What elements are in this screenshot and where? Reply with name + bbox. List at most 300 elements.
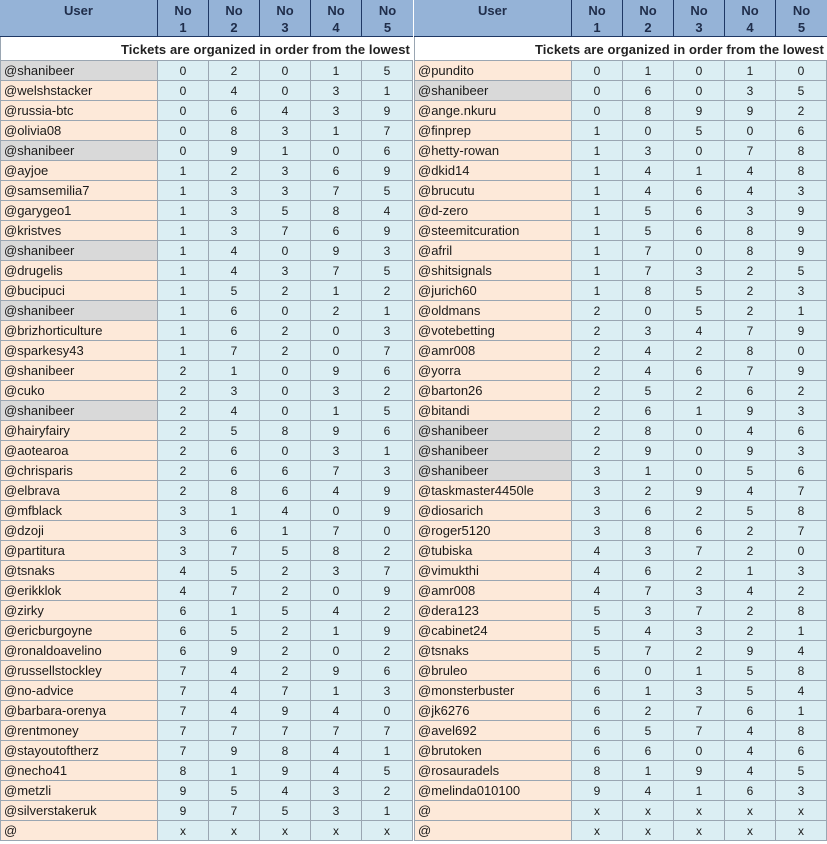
number-cell: 7 <box>362 121 413 140</box>
user-cell: @brizhorticulture <box>0 321 158 340</box>
user-cell: @afril <box>414 241 572 260</box>
number-cell: x <box>311 821 362 840</box>
user-cell: @ericburgoyne <box>0 621 158 640</box>
table-row <box>0 181 413 201</box>
number-cell: 6 <box>623 81 674 100</box>
user-cell: @ange.nkuru <box>414 101 572 120</box>
number-cell: 9 <box>311 361 362 380</box>
number-cell: 6 <box>725 381 776 400</box>
number-cell: 3 <box>158 521 209 540</box>
number-cell: 0 <box>776 61 827 80</box>
number-cell: 1 <box>623 761 674 780</box>
sort-note: Tickets are organized in order from the lowest <box>414 37 827 61</box>
table-row <box>414 461 827 481</box>
number-cell: 6 <box>572 741 623 760</box>
number-cell: 1 <box>311 281 362 300</box>
number-cell: 4 <box>725 581 776 600</box>
number-cell: 1 <box>209 361 260 380</box>
number-cell: 8 <box>209 121 260 140</box>
table-body <box>0 61 413 841</box>
number-cell: x <box>209 821 260 840</box>
table-row <box>0 821 413 841</box>
table-row <box>0 201 413 221</box>
number-cell: 3 <box>260 261 311 280</box>
number-cell: 3 <box>260 181 311 200</box>
number-cell: 3 <box>776 401 827 420</box>
number-cell: 5 <box>362 401 413 420</box>
number-cell: 3 <box>623 541 674 560</box>
table-row <box>414 721 827 741</box>
number-cell: 0 <box>674 241 725 260</box>
number-cell: 2 <box>260 621 311 640</box>
user-cell: @oldmans <box>414 301 572 320</box>
table-row <box>0 61 413 81</box>
number-cell: 2 <box>260 321 311 340</box>
number-cell: 6 <box>158 621 209 640</box>
number-cell: 3 <box>674 581 725 600</box>
number-cell: 0 <box>260 441 311 460</box>
number-cell: 2 <box>674 381 725 400</box>
user-cell: @amr008 <box>414 581 572 600</box>
table-row <box>414 421 827 441</box>
user-cell: @hairyfairy <box>0 421 158 440</box>
number-cell: 6 <box>572 701 623 720</box>
number-cell: 5 <box>725 461 776 480</box>
number-cell: 2 <box>572 341 623 360</box>
column-header-no4 <box>311 0 362 36</box>
number-cell: 3 <box>209 221 260 240</box>
table-header <box>414 0 827 37</box>
table-row <box>0 541 413 561</box>
number-cell: 9 <box>776 241 827 260</box>
number-cell: 2 <box>362 381 413 400</box>
column-header-no-label: No <box>225 3 243 18</box>
table-row <box>0 701 413 721</box>
number-cell: 7 <box>776 521 827 540</box>
user-cell: @cuko <box>0 381 158 400</box>
number-cell: 3 <box>674 621 725 640</box>
number-cell: 8 <box>776 601 827 620</box>
table-row <box>414 341 827 361</box>
user-cell: @ <box>0 821 158 840</box>
column-header-no-label: No <box>792 3 811 18</box>
number-cell: 3 <box>362 461 413 480</box>
number-cell: 7 <box>209 801 260 820</box>
sort-note: Tickets are organized in order from the lowest <box>0 37 413 61</box>
user-cell: @kristves <box>0 221 158 240</box>
number-cell: 5 <box>260 541 311 560</box>
number-cell: 0 <box>776 541 827 560</box>
number-cell: 2 <box>158 361 209 380</box>
number-cell: 1 <box>572 141 623 160</box>
number-cell: 8 <box>776 161 827 180</box>
number-cell: 0 <box>776 341 827 360</box>
column-header-no5 <box>776 0 827 36</box>
number-cell: 2 <box>572 441 623 460</box>
column-header-no-label: No <box>639 3 657 18</box>
number-cell: 5 <box>362 261 413 280</box>
column-header-no-index: 5 <box>383 20 392 35</box>
number-cell: 0 <box>362 521 413 540</box>
number-cell: 1 <box>362 801 413 820</box>
number-cell: 3 <box>311 801 362 820</box>
user-cell: @bitandi <box>414 401 572 420</box>
number-cell: 7 <box>362 561 413 580</box>
table-row <box>0 621 413 641</box>
number-cell: 1 <box>572 201 623 220</box>
number-cell: x <box>776 801 827 820</box>
number-cell: 6 <box>260 481 311 500</box>
table-row <box>414 321 827 341</box>
number-cell: 1 <box>362 441 413 460</box>
number-cell: 1 <box>158 321 209 340</box>
table-row <box>414 521 827 541</box>
number-cell: 2 <box>623 701 674 720</box>
number-cell: x <box>572 821 623 840</box>
number-cell: 6 <box>623 741 674 760</box>
number-cell: 4 <box>623 181 674 200</box>
number-cell: 0 <box>674 81 725 100</box>
user-cell: @elbrava <box>0 481 158 500</box>
number-cell: 1 <box>209 761 260 780</box>
column-header-no-index: 4 <box>746 20 754 35</box>
table-row <box>0 241 413 261</box>
table-row <box>0 281 413 301</box>
table-row <box>0 661 413 681</box>
number-cell: 9 <box>158 801 209 820</box>
number-cell: 0 <box>572 81 623 100</box>
number-cell: 5 <box>725 501 776 520</box>
number-cell: 5 <box>674 301 725 320</box>
number-cell: 9 <box>311 241 362 260</box>
table-row <box>0 561 413 581</box>
number-cell: 6 <box>209 441 260 460</box>
number-cell: 7 <box>311 261 362 280</box>
user-cell: @vimukthi <box>414 561 572 580</box>
user-cell: @roger5120 <box>414 521 572 540</box>
number-cell: 5 <box>572 621 623 640</box>
user-cell: @welshstacker <box>0 81 158 100</box>
user-cell: @steemitcuration <box>414 221 572 240</box>
number-cell: 4 <box>158 561 209 580</box>
user-cell: @cabinet24 <box>414 621 572 640</box>
number-cell: 3 <box>623 141 674 160</box>
number-cell: 5 <box>260 801 311 820</box>
number-cell: 9 <box>260 701 311 720</box>
number-cell: 2 <box>260 581 311 600</box>
number-cell: 6 <box>209 521 260 540</box>
number-cell: 9 <box>674 101 725 120</box>
number-cell: x <box>572 801 623 820</box>
number-cell: 8 <box>725 241 776 260</box>
number-cell: 4 <box>725 721 776 740</box>
column-header-no-label: No <box>378 3 397 18</box>
number-cell: 2 <box>260 561 311 580</box>
column-header-user: User <box>414 0 572 36</box>
number-cell: 2 <box>158 461 209 480</box>
user-cell: @shanibeer <box>414 461 572 480</box>
number-cell: 7 <box>623 241 674 260</box>
number-cell: 5 <box>623 381 674 400</box>
user-cell: @ronaldoavelino <box>0 641 158 660</box>
number-cell: 9 <box>260 761 311 780</box>
number-cell: 2 <box>776 101 827 120</box>
column-header-no4 <box>725 0 776 36</box>
number-cell: 2 <box>260 641 311 660</box>
column-header-no-label: No <box>741 3 759 18</box>
number-cell: 2 <box>572 301 623 320</box>
number-cell: 6 <box>776 421 827 440</box>
number-cell: 1 <box>623 461 674 480</box>
number-cell: 9 <box>209 641 260 660</box>
number-cell: 2 <box>725 621 776 640</box>
table-row <box>0 761 413 781</box>
user-cell: @erikklok <box>0 581 158 600</box>
number-cell: 4 <box>362 201 413 220</box>
number-cell: 1 <box>572 181 623 200</box>
number-cell: 9 <box>311 421 362 440</box>
number-cell: 1 <box>725 561 776 580</box>
user-cell: @silverstakeruk <box>0 801 158 820</box>
number-cell: 4 <box>260 101 311 120</box>
number-cell: 2 <box>260 661 311 680</box>
number-cell: 3 <box>209 201 260 220</box>
table-row <box>0 161 413 181</box>
table-row <box>0 261 413 281</box>
number-cell: 1 <box>158 341 209 360</box>
number-cell: 3 <box>776 561 827 580</box>
number-cell: 6 <box>674 361 725 380</box>
number-cell: 6 <box>623 561 674 580</box>
number-cell: 1 <box>572 221 623 240</box>
number-cell: 2 <box>623 481 674 500</box>
user-cell: @shanibeer <box>0 401 158 420</box>
number-cell: 1 <box>311 401 362 420</box>
user-cell: @brucutu <box>414 181 572 200</box>
number-cell: 0 <box>623 121 674 140</box>
table-row <box>414 701 827 721</box>
number-cell: 5 <box>362 761 413 780</box>
number-cell: 7 <box>776 481 827 500</box>
column-header-no-index: 3 <box>281 20 289 35</box>
number-cell: x <box>776 821 827 840</box>
column-header-no-index: 5 <box>797 20 806 35</box>
number-cell: 1 <box>674 161 725 180</box>
user-cell: @sparkesy43 <box>0 341 158 360</box>
user-cell: @dkid14 <box>414 161 572 180</box>
table-row <box>414 501 827 521</box>
user-cell: @metzli <box>0 781 158 800</box>
number-cell: 0 <box>311 341 362 360</box>
number-cell: 5 <box>209 281 260 300</box>
user-cell: @russellstockley <box>0 661 158 680</box>
number-cell: 2 <box>572 361 623 380</box>
number-cell: 4 <box>209 681 260 700</box>
number-cell: 6 <box>362 421 413 440</box>
number-cell: 9 <box>362 161 413 180</box>
user-cell: @necho41 <box>0 761 158 780</box>
number-cell: 3 <box>209 381 260 400</box>
table-row <box>414 161 827 181</box>
number-cell: 4 <box>572 581 623 600</box>
user-cell: @amr008 <box>414 341 572 360</box>
number-cell: 7 <box>209 581 260 600</box>
number-cell: x <box>158 821 209 840</box>
number-cell: 3 <box>776 781 827 800</box>
number-cell: 1 <box>674 401 725 420</box>
number-cell: 5 <box>674 281 725 300</box>
number-cell: 0 <box>674 741 725 760</box>
number-cell: 4 <box>725 741 776 760</box>
number-cell: 7 <box>623 581 674 600</box>
column-header-no-label: No <box>276 3 294 18</box>
number-cell: 6 <box>572 721 623 740</box>
column-header-no2 <box>623 0 674 36</box>
number-cell: 2 <box>158 401 209 420</box>
table-row <box>414 221 827 241</box>
number-cell: 3 <box>260 161 311 180</box>
number-cell: 5 <box>362 61 413 80</box>
number-cell: 4 <box>209 401 260 420</box>
number-cell: 7 <box>674 541 725 560</box>
number-cell: 5 <box>209 621 260 640</box>
column-header-no-label: No <box>174 3 192 18</box>
number-cell: 1 <box>260 521 311 540</box>
table-row <box>0 801 413 821</box>
number-cell: 0 <box>158 141 209 160</box>
number-cell: 9 <box>209 141 260 160</box>
user-cell: @russia-btc <box>0 101 158 120</box>
number-cell: 0 <box>623 661 674 680</box>
number-cell: 8 <box>776 141 827 160</box>
number-cell: 0 <box>260 381 311 400</box>
number-cell: 1 <box>311 621 362 640</box>
user-cell: @barbara-orenya <box>0 701 158 720</box>
number-cell: 0 <box>674 461 725 480</box>
table-row <box>0 521 413 541</box>
number-cell: 9 <box>362 101 413 120</box>
number-cell: 3 <box>623 321 674 340</box>
column-header-no-label: No <box>327 3 345 18</box>
user-cell: @shanibeer <box>414 421 572 440</box>
number-cell: 7 <box>260 221 311 240</box>
table-row <box>0 421 413 441</box>
number-cell: 1 <box>158 261 209 280</box>
number-cell: 4 <box>572 541 623 560</box>
number-cell: x <box>674 801 725 820</box>
number-cell: 7 <box>725 361 776 380</box>
user-cell: @d-zero <box>414 201 572 220</box>
table-row <box>414 101 827 121</box>
number-cell: 9 <box>776 321 827 340</box>
number-cell: 6 <box>260 461 311 480</box>
number-cell: 7 <box>674 601 725 620</box>
number-cell: 1 <box>572 261 623 280</box>
table-row <box>414 541 827 561</box>
user-cell: @aotearoa <box>0 441 158 460</box>
number-cell: 4 <box>776 681 827 700</box>
number-cell: 3 <box>572 481 623 500</box>
number-cell: 2 <box>362 281 413 300</box>
table-row <box>0 101 413 121</box>
number-cell: 4 <box>260 501 311 520</box>
number-cell: 7 <box>725 321 776 340</box>
column-header-no-index: 1 <box>593 20 601 35</box>
number-cell: 9 <box>674 481 725 500</box>
number-cell: 7 <box>362 341 413 360</box>
number-cell: 6 <box>623 501 674 520</box>
table-row <box>414 301 827 321</box>
number-cell: 2 <box>158 421 209 440</box>
user-cell: @tsnaks <box>414 641 572 660</box>
number-cell: 3 <box>311 781 362 800</box>
number-cell: 1 <box>674 781 725 800</box>
table-row <box>0 301 413 321</box>
user-cell: @ <box>414 801 572 820</box>
number-cell: 2 <box>311 301 362 320</box>
number-cell: 8 <box>725 341 776 360</box>
table-row <box>414 121 827 141</box>
number-cell: 3 <box>725 201 776 220</box>
number-cell: 0 <box>260 241 311 260</box>
column-header-no-index: 2 <box>644 20 652 35</box>
number-cell: 7 <box>260 721 311 740</box>
number-cell: 3 <box>209 181 260 200</box>
user-cell: @dera123 <box>414 601 572 620</box>
number-cell: 4 <box>725 181 776 200</box>
number-cell: 4 <box>209 261 260 280</box>
number-cell: 6 <box>623 401 674 420</box>
number-cell: 9 <box>362 621 413 640</box>
number-cell: 0 <box>260 61 311 80</box>
number-cell: 3 <box>311 561 362 580</box>
number-cell: 3 <box>572 461 623 480</box>
number-cell: x <box>362 821 413 840</box>
table-row <box>414 241 827 261</box>
number-cell: 3 <box>572 501 623 520</box>
table-row <box>414 141 827 161</box>
table-row <box>0 721 413 741</box>
user-cell: @dzoji <box>0 521 158 540</box>
number-cell: 4 <box>776 641 827 660</box>
number-cell: 8 <box>776 721 827 740</box>
number-cell: 3 <box>776 281 827 300</box>
number-cell: x <box>623 801 674 820</box>
table-row <box>0 781 413 801</box>
number-cell: 3 <box>260 121 311 140</box>
user-cell: @ <box>414 821 572 840</box>
number-cell: 6 <box>362 361 413 380</box>
number-cell: 1 <box>311 121 362 140</box>
table-row <box>414 601 827 621</box>
user-cell: @shanibeer <box>414 441 572 460</box>
user-cell: @monsterbuster <box>414 681 572 700</box>
number-cell: 8 <box>260 421 311 440</box>
number-cell: 0 <box>260 301 311 320</box>
column-header-no-index: 4 <box>332 20 340 35</box>
number-cell: 8 <box>311 541 362 560</box>
number-cell: 9 <box>209 741 260 760</box>
number-cell: 4 <box>623 361 674 380</box>
number-cell: 9 <box>362 221 413 240</box>
number-cell: 1 <box>572 281 623 300</box>
number-cell: 0 <box>674 141 725 160</box>
number-cell: 3 <box>776 181 827 200</box>
number-cell: 2 <box>725 281 776 300</box>
number-cell: 6 <box>674 181 725 200</box>
table-row <box>414 361 827 381</box>
number-cell: 9 <box>725 101 776 120</box>
